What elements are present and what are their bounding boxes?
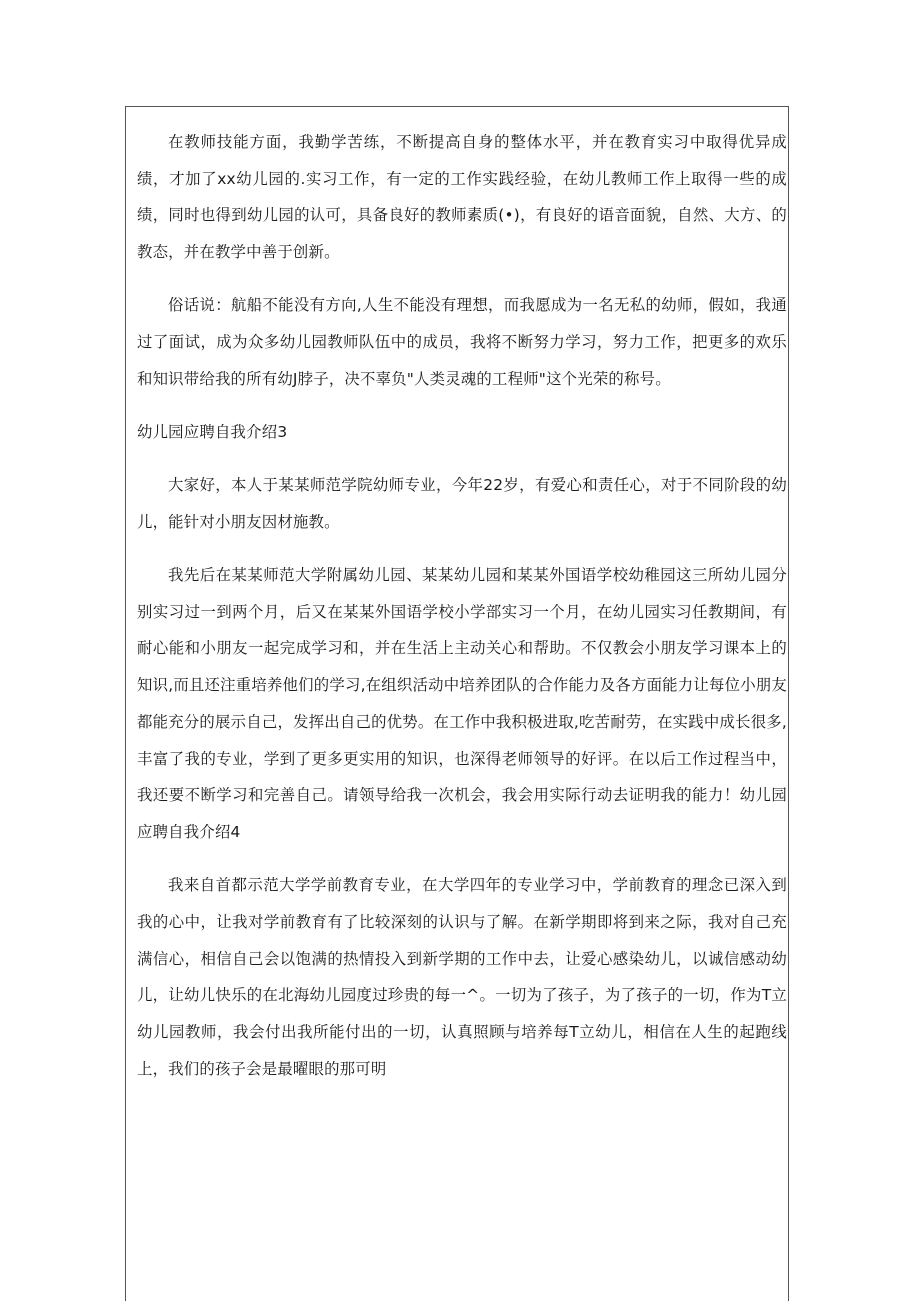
paragraph-internship: 我先后在某某师范大学附属幼儿园、某某幼儿园和某某外国语学校幼稚园这三所幼儿园分别实习过一到两个月，后又在某某外国语学校小学部实习一个月，在幼儿园实习任教期间，有耐心能和小朋友一起完成学习和，并在生活上主动关心和帮助。不仅教会小朋友学习课本上的知识,而且还注重培养他们的学习,在组织活动中培养团队的合作能力及各方面能力让每位小朋友都能充分的展示自己，发挥出自己的优势。在工作中我积极进取,吃苦耐劳，在实践中成长很多,丰富了我的专业，学到了更多更实用的知识，也深得老师领导的好评。在以后工作过程当中，我还要不断学习和完善自己。请领导给我一次机会，我会用实际行动去证明我的能力！幼儿园应聘自我介绍4	[137, 566, 787, 841]
section-heading-3: 幼儿园应聘自我介绍3	[137, 422, 288, 441]
paragraph-teaching-skills: 在教师技能方面，我勤学苦练，不断提高自身的整体水平，并在教育实习中取得优异成绩，才加了xx幼儿园的.实习工作，有一定的工作实践经验，在幼儿教师工作上取得一些的成绩，同时也得到幼儿园的认可，具备良好的教师素质(•)，有良好的语音面貌，自然、大方、的教态，并在教学中善于创新。	[137, 133, 787, 262]
document-body	[137, 124, 787, 1104]
paragraph-self-intro: 大家好，本人于某某师范学院幼师专业，今年22岁，有爱心和责任心，对于不同阶段的幼儿，能针对小朋友因材施教。	[137, 476, 787, 531]
paragraph-career-ideal: 俗话说：航船不能没有方向,人生不能没有理想，而我愿成为一名无私的幼师，假如，我通过了面试，成为众多幼儿园教师队伍中的成员，我将不断努力学习，努力工作，把更多的欢乐和知识带给我的所有幼J脖子，决不辜负"人类灵魂的工程师"这个光荣的称号。	[137, 296, 787, 388]
paragraph-education: 我来自首都示范大学学前教育专业，在大学四年的专业学习中，学前教育的理念已深入到我的心中，让我对学前教育有了比较深刻的认识与了解。在新学期即将到来之际，我对自己充满信心，相信自己会以饱满的热情投入到新学期的工作中去，让爱心感染幼儿，以诚信感动幼儿，让幼儿快乐的在北海幼儿园度过珍贵的每一^。一切为了孩子，为了孩子的一切，作为T立幼儿园教师，我会付出我所能付出的一切，认真照顾与培养每T立幼儿，相信在人生的起跑线上，我们的孩子会是最曜眼的那可明	[137, 876, 787, 1078]
